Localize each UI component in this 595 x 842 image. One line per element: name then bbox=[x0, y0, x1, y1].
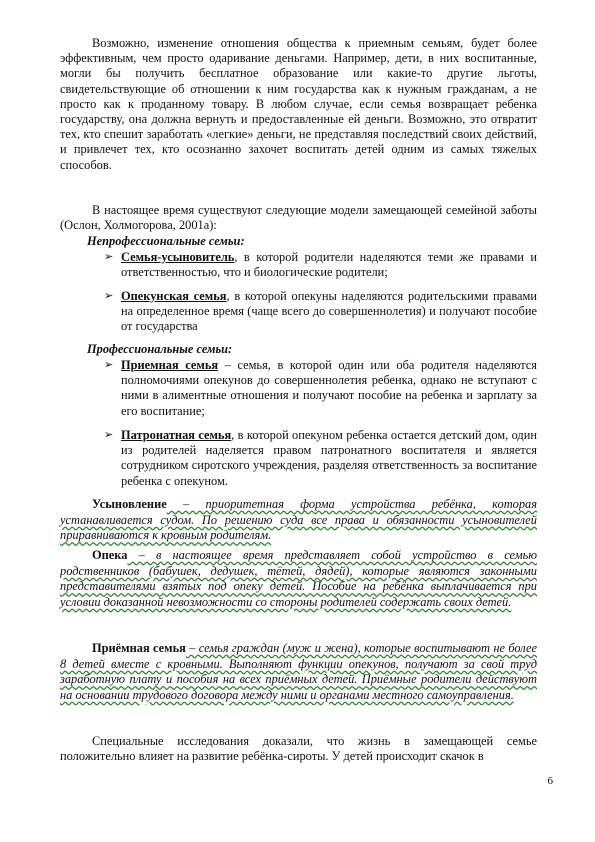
paragraph-1: Возможно, изменение отношения общества к приемным семьям, будет более эффективным, чем просто одаривание деньгами. Например, дети, в них воспитанные, могли бы получить бесплатное образование или какие-то другие льготы, свидетельствующие об отношении к ним государства как к нужным гражданам, а не просто как к проданному товару. В любом случае, если семья возвращает ребенка государству, она должна вернуть и предоставленные ей деньги. Возможно, это отвратит тех, кто спешит заработать «легкие» деньги, не представляя последствий своих действий, и привлечет тех, кто осознанно захочет воспитать детей одним из самых тяжелых способов. bbox=[60, 36, 537, 172]
list-item-text: , в которой родители наделяются теми же правами и ответственностью, что и биологические родители; bbox=[121, 250, 537, 280]
paragraph-final: Специальные исследования доказали, что жизнь в замещающей семье положительно влияет на развитие ребёнка-сироты. У детей происходит скачок в bbox=[60, 734, 537, 764]
list-item bbox=[121, 289, 537, 335]
definition-foster-family bbox=[60, 641, 537, 703]
paragraph-2: В настоящее время существуют следующие модели замещающей семейной заботы (Ослон, Холмогорова, 2001а): bbox=[60, 203, 537, 233]
definition-term: Опека bbox=[92, 548, 128, 562]
bullet-arrow-icon: ➢ bbox=[104, 290, 114, 302]
definition-term: Приёмная семья bbox=[92, 641, 186, 655]
definition-guardianship bbox=[60, 548, 537, 610]
list-item-term: Опекунская семья bbox=[121, 289, 227, 303]
heading-nonprofessional: Непрофессиональные семьи: bbox=[87, 234, 245, 248]
list-item bbox=[121, 428, 537, 489]
definition-term: Усыновление bbox=[92, 497, 167, 511]
definition-text: – приоритетная форма устройства ребёнка, которая устанавливается судом. По решению суда все права и обязанности усыновителей приравниваются к кровным родителям. bbox=[60, 497, 537, 543]
list-item bbox=[121, 250, 537, 280]
bullet-arrow-icon: ➢ bbox=[104, 251, 114, 263]
definition-text: – семья граждан (муж и жена), которые воспитывают не более 8 детей вместе с кровными. Выполняют функции опекунов, получают за свой труд заработную плату и пособия на всех приёмных детей. Приёмные родители действуют на основании трудового договора между ними и органами местного самоуправления. bbox=[60, 641, 537, 702]
definition-adoption bbox=[60, 497, 537, 544]
bullet-arrow-icon: ➢ bbox=[104, 429, 114, 441]
heading-professional: Профессиональные семьи: bbox=[87, 342, 233, 356]
list-item bbox=[121, 358, 537, 419]
list-item-text: – семья, в которой один или оба родителя наделяются полномочиями опекунов до совершеннолетия ребенка, однако не вступают с ними в алиментные отношения и получают пособие на ребенка и зарплату за его воспитание; bbox=[121, 358, 537, 418]
list-item-term: Приемная семья bbox=[121, 358, 219, 372]
definition-text: – в настоящее время представляет собой устройство в семью родственников (бабушек, дедушек, тётей, дядей), которые являются законными представителями взятых под опеку детей. Пособие на ребёнка выплачивается при условии доказанной невозможности со стороны родителей содержать своих детей. bbox=[60, 548, 537, 609]
bullet-arrow-icon: ➢ bbox=[104, 359, 114, 371]
list-item-text: , в которой опекуны наделяются родительскими правами на определенное время (чаще всего до совершеннолетия) и получают пособие от государства bbox=[121, 289, 537, 334]
page-number: 6 bbox=[547, 775, 553, 787]
list-item-term: Патронатная семья bbox=[121, 428, 232, 442]
list-item-term: Семья-усыновитель bbox=[121, 250, 235, 264]
list-item-text: , в которой опекуном ребенка остается детский дом, один из родителей наделяется правом патронатного воспитателя и является сотрудником сиротского учреждения, разделяя ответственность за воспитание ребенка с опекуном. bbox=[121, 428, 537, 488]
